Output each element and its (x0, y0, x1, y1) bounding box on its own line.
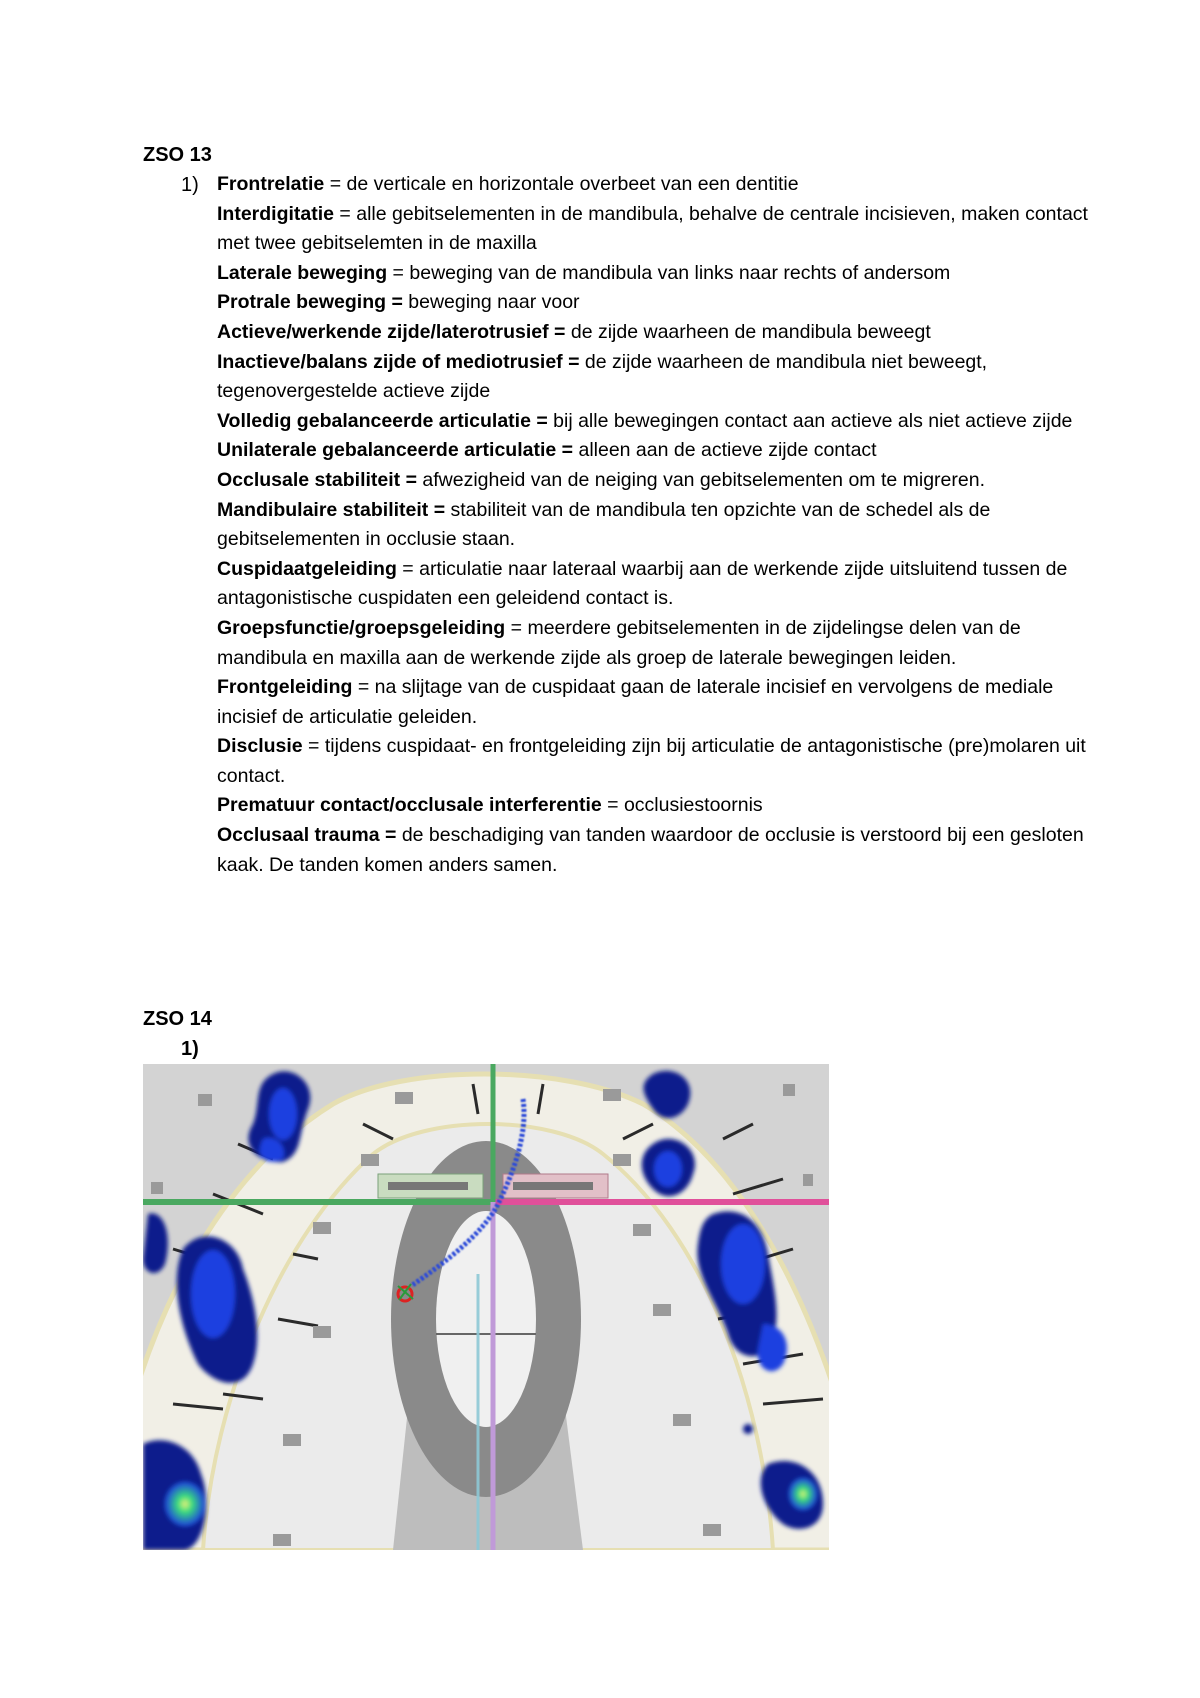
definition-text: stabiliteit van de mandibula ten opzichte van de schedel als de gebitselementen in occlusie staan. (217, 498, 991, 551)
definition-separator: = (324, 173, 347, 195)
definition-term: Laterale beweging (217, 261, 388, 284)
definition-text: de zijde waarheen de mandibula beweegt (570, 320, 931, 343)
definition-item (217, 466, 1097, 496)
definition-text: tijdens cuspidaat- en frontgeleiding zijn bij articulatie de antagonistische (pre)molaren uit contact. (217, 735, 1086, 787)
definition-term: Mandibulaire stabiliteit = (217, 498, 446, 521)
section-heading-zso13: ZSO 13 (143, 144, 212, 166)
definition-term: Frontgeleiding (217, 676, 353, 699)
definition-item (217, 259, 1097, 289)
definition-term: Unilaterale gebalanceerde articulatie = (217, 439, 574, 462)
definition-separator: = (601, 794, 624, 817)
definition-text: de beschadiging van tanden waardoor de occlusie is verstoord bij een gesloten kaak. De tanden komen anders samen. (217, 824, 1084, 876)
definition-item (217, 614, 1097, 673)
definition-separator: = (505, 616, 528, 639)
definition-item (217, 407, 1097, 437)
definition-text: alleen aan de actieve zijde contact (578, 439, 877, 462)
definition-item (217, 791, 1097, 821)
definition-separator: = (352, 676, 375, 699)
definition-item (217, 200, 1097, 259)
definition-item (217, 673, 1097, 732)
definition-term: Inactieve/balans zijde of mediotrusief = (217, 350, 580, 373)
definition-term: Occlusale stabiliteit = (217, 468, 417, 491)
definition-text: bij alle bewegingen contact aan actieve als niet actieve zijde (553, 409, 1073, 432)
definition-separator: = (334, 202, 357, 225)
definition-item (217, 732, 1097, 791)
definition-item (217, 555, 1097, 614)
definition-separator: = (396, 557, 420, 580)
definition-separator: = (387, 261, 410, 284)
definition-text: occlusiestoornis (623, 794, 763, 817)
definition-item (217, 348, 1097, 407)
definition-text: articulatie naar lateraal waarbij aan de werkende zijde uitsluitend tussen de antagonistische cuspidaten een geleidend contact is. (217, 557, 1068, 610)
definition-separator: = (302, 735, 325, 758)
definition-item (217, 288, 1097, 318)
definition-item (217, 821, 1097, 880)
definition-text: na slijtage van de cuspidaat gaan de laterale incisief en vervolgens de mediale incisief de articulatie geleiden. (217, 676, 1054, 728)
section-heading-zso14: ZSO 14 (143, 1008, 212, 1030)
definition-text: de verticale en horizontale overbeet van een dentitie (346, 173, 799, 195)
definition-term: Cuspidaatgeleiding (217, 557, 397, 580)
definition-text: alle gebitselementen in de mandibula, behalve de centrale incisieven, maken contact met twee gebitselemten in de maxilla (217, 202, 1088, 255)
definition-text: beweging naar voor (408, 291, 580, 314)
definition-term: Groepsfunctie/groepsgeleiding (217, 616, 506, 639)
definition-text: afwezigheid van de neiging van gebitselementen om te migreren. (422, 468, 985, 491)
list-number: 1) (181, 1038, 199, 1060)
definition-term: Occlusaal trauma = (217, 824, 397, 847)
definition-item (217, 318, 1097, 348)
definition-text: meerdere gebitselementen in de zijdelingse delen van de mandibula en maxilla aan de werkende zijde als groep de laterale bewegingen leiden. (217, 616, 1021, 669)
definition-term: Actieve/werkende zijde/laterotrusief = (217, 320, 566, 343)
definition-item (217, 170, 1097, 200)
occlusal-contact-map-image (143, 1064, 829, 1550)
definition-term: Prematuur contact/occlusale interferentie (217, 794, 602, 817)
occlusion-ring-inner (436, 1211, 536, 1427)
definition-list (217, 170, 1097, 880)
definition-term: Frontrelatie (217, 173, 325, 195)
definition-term: Disclusie (217, 735, 303, 758)
definition-term: Interdigitatie (217, 202, 335, 225)
definition-text: beweging van de mandibula van links naar rechts of andersom (409, 261, 951, 284)
definition-item (217, 496, 1097, 555)
definition-term: Protrale beweging = (217, 291, 403, 314)
definition-text: de zijde waarheen de mandibula niet beweegt, tegenovergestelde actieve zijde (217, 350, 988, 403)
definition-item (217, 436, 1097, 466)
definition-term: Volledig gebalanceerde articulatie = (217, 409, 548, 432)
list-number: 1) (181, 174, 199, 196)
